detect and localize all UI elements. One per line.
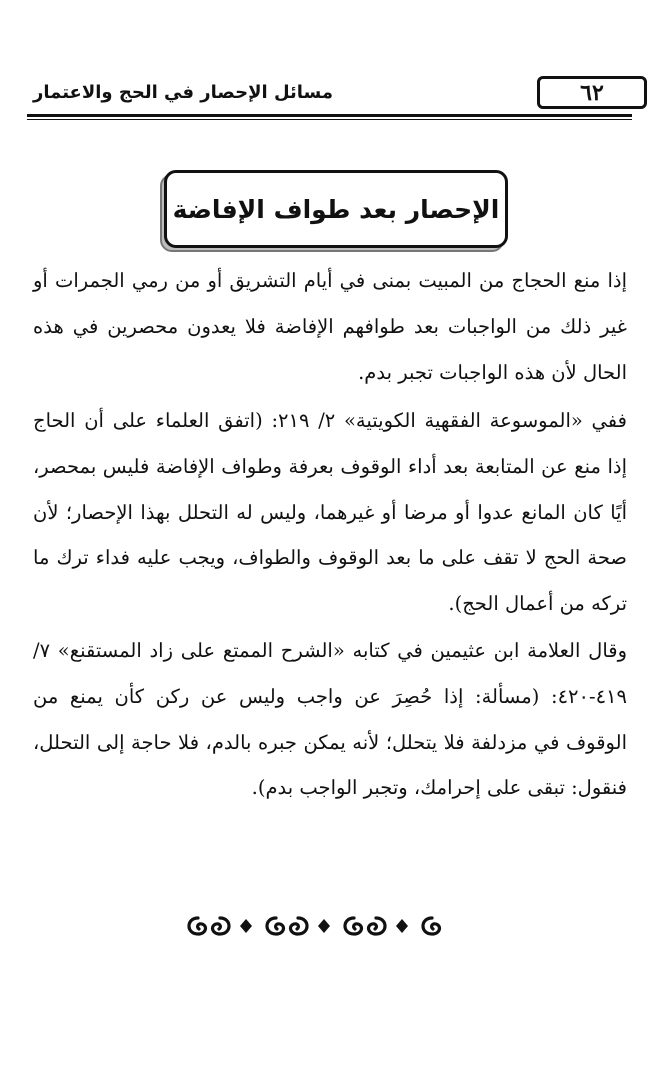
ornament-icon [180,908,460,942]
paragraph-1: إذا منع الحجاج من المبيت بمنى في أيام التشريق أو من رمي الجمرات أو غير ذلك من الواجبات بعد طوافهم الإفاضة فلا يعدون محصرين في هذه الحال لأن هذه الواجبات تجبر بدم. [33,269,627,384]
header-rule-thick [27,114,632,117]
paragraph-2: ففي «الموسوعة الفقهية الكويتية» ٢/ ٢١٩: (اتفق العلماء على أن الحاج إذا منع عن المتابعة بعد أداء الوقوف بعرفة وطواف الإفاضة فليس بمحصر، أيًا كان المانع عدوا أو مرضا أو غيرهما، وليس له التحلل بهذا الإحصار؛ لأن صحة الحج لا تقف على ما بعد الوقوف والطواف، ويجب عليه فداء ترك ما تركه من أعمال الحج). [33,409,627,616]
page-header [27,72,632,122]
page-number-box [537,76,647,109]
running-title: مسائل الإحصار في الحج والاعتمار [33,82,333,103]
header-rule-thin [27,119,632,120]
section-title-frame [160,170,508,252]
paragraph-3: وقال العلامة ابن عثيمين في كتابه «الشرح الممتع على زاد المستقنع» ٧/ ٤١٩-٤٢٠: (مسألة: إذا حُصِرَ عن واجب وليس عن ركن كأن يمنع من الوقوف في مزدلفة فلا يتحلل؛ لأنه يمكن جبره بالدم، فلا حاجة إلى التحلل، فنقول: تبقى على إحرامك، وتجبر الواجب بدم). [33,639,627,800]
end-ornament [180,905,460,945]
section-title-box [164,170,508,248]
section-title: الإحصار بعد طواف الإفاضة [172,194,500,224]
page-number: ٦٢ [580,79,604,106]
